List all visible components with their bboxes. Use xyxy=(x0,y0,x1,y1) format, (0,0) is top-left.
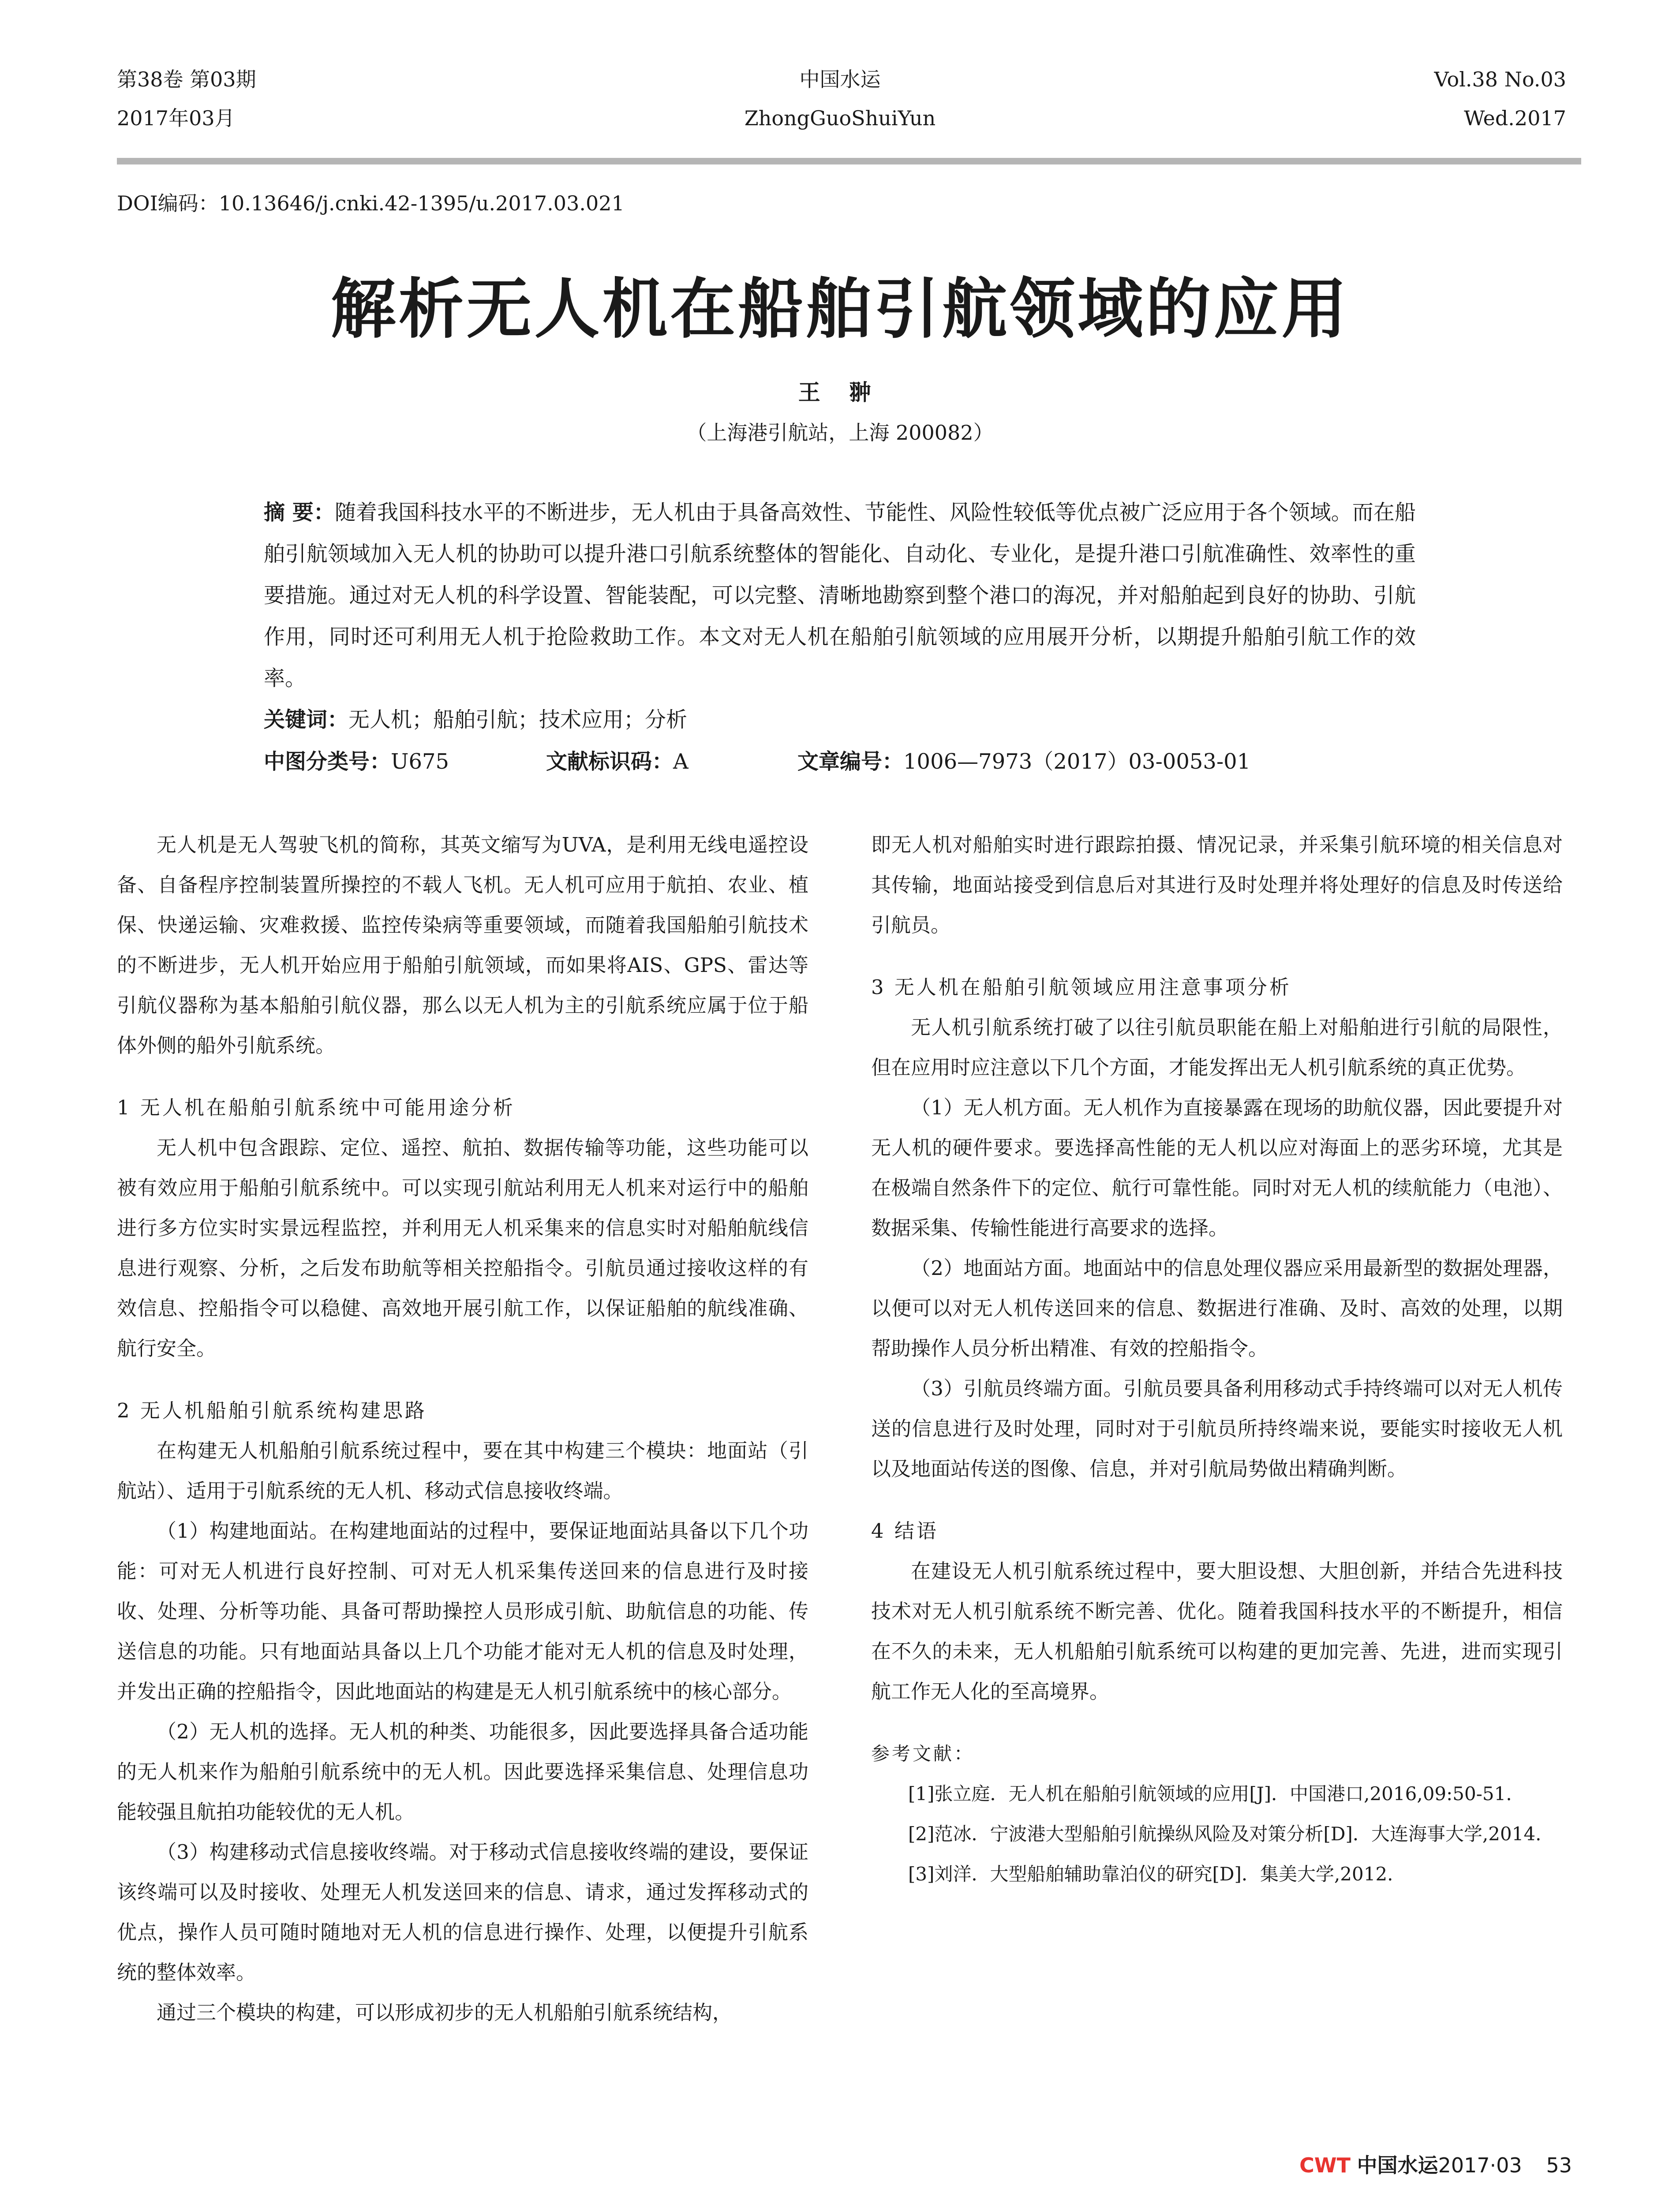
section-3-paragraph: 无人机引航系统打破了以往引航员职能在船上对船舶进行引航的局限性，但在应用时应注意以下几个方面，才能发挥出无人机引航系统的真正优势。 xyxy=(871,1016,1563,1079)
right-column xyxy=(871,825,1563,1894)
affiliation: （上海港引航站，上海 200082） xyxy=(686,421,994,445)
references-list xyxy=(871,1774,1563,1894)
page-footer xyxy=(1299,2152,1572,2179)
left-column xyxy=(117,825,808,2033)
references-heading: 参考文献： xyxy=(871,1743,975,1764)
section-3-paragraph: （2）地面站方面。地面站中的信息处理仪器应采用最新型的数据处理器，以便可以对无人机传送回来的信息、数据进行准确、及时、高效的处理，以期帮助操作人员分析出精准、有效的控船指令。 xyxy=(871,1256,1563,1360)
doc-code-value: A xyxy=(673,749,688,774)
header-journal-cn: 中国水运 xyxy=(799,67,881,91)
clc-value: U675 xyxy=(391,749,449,774)
header-vol-en: Vol.38 No.03 xyxy=(1434,67,1566,91)
reference-item: [1]张立庭．无人机在船舶引航领域的应用[J]．中国港口,2016,09:50-51. xyxy=(908,1783,1512,1805)
keywords xyxy=(264,699,687,740)
section-4-heading: 4 结语 xyxy=(871,1519,939,1543)
footer-issue: 2017·03 xyxy=(1438,2153,1522,2177)
header-date: 2017年03月 xyxy=(117,106,235,130)
clc-label: 中图分类号： xyxy=(264,749,391,774)
header-journal-pinyin: ZhongGuoShuiYun xyxy=(744,106,936,130)
page-number: 53 xyxy=(1546,2153,1572,2177)
section-2-paragraph: （2）无人机的选择。无人机的种类、功能很多，因此要选择具备合适功能的无人机来作为船舶引航系统中的无人机。因此要选择采集信息、处理信息功能较强且航拍功能较优的无人机。 xyxy=(117,1720,808,1824)
section-2-heading: 2 无人机船舶引航系统构建思路 xyxy=(117,1399,427,1422)
section-2-paragraph: （3）构建移动式信息接收终端。对于移动式信息接收终端的建设，要保证该终端可以及时接收、处理无人机发送回来的信息、请求，通过发挥移动式的优点，操作人员可随时随地对无人机的信息进行操作、处理，以便提升引航系统的整体效率。 xyxy=(117,1840,808,1984)
continued-paragraph: 即无人机对船舶实时进行跟踪拍摄、情况记录，并采集引航环境的相关信息对其传输，地面站接受到信息后对其进行及时处理并将处理好的信息及时传送给引航员。 xyxy=(871,833,1563,937)
section-2-paragraph: 通过三个模块的构建，可以形成初步的无人机船舶引航系统结构， xyxy=(157,2001,733,2024)
abstract xyxy=(264,492,1416,699)
paper-title: 解析无人机在船舶引航领域的应用 xyxy=(330,270,1350,347)
keywords-text: 无人机；船舶引航；技术应用；分析 xyxy=(348,707,688,732)
author: 王 翀 xyxy=(798,380,882,405)
header-volume: 第38卷 第03期 xyxy=(117,67,256,91)
header-date-en: Wed.2017 xyxy=(1464,106,1566,130)
footer-journal: 中国水运 xyxy=(1357,2153,1438,2177)
abstract-text: 随着我国科技水平的不断进步，无人机由于具备高效性、节能性、风险性较低等优点被广泛应用于各个领域。而在船舶引航领域加入无人机的协助可以提升港口引航系统整体的智能化、自动化、专业化，是提升港口引航准确性、效率性的重要措施。通过对无人机的科学设置、智能装配，可以完整、清晰地勘察到整个港口的海况，并对船舶起到良好的协助、引航作用，同时还可利用无人机于抢险救助工作。本文对无人机在船舶引航领域的应用展开分析，以期提升船舶引航工作的效率。 xyxy=(264,500,1416,691)
section-2-paragraph: （1）构建地面站。在构建地面站的过程中，要保证地面站具备以下几个功能：可对无人机进行良好控制、可对无人机采集传送回来的信息进行及时接收、处理、分析等功能、具备可帮助操控人员形成引航、助航信息的功能、传送信息的功能。只有地面站具备以上几个功能才能对无人机的信息及时处理，并发出正确的控船指令，因此地面站的构建是无人机引航系统中的核心部分。 xyxy=(117,1519,808,1703)
section-3-heading: 3 无人机在船舶引航领域应用注意事项分析 xyxy=(871,975,1291,999)
reference-item: [3]刘洋．大型船舶辅助靠泊仪的研究[D]．集美大学,2012. xyxy=(908,1863,1393,1885)
keywords-label: 关键词： xyxy=(264,707,349,732)
section-1-paragraph: 无人机中包含跟踪、定位、遥控、航拍、数据传输等功能，这些功能可以被有效应用于船舶引航系统中。可以实现引航站利用无人机来对运行中的船舶进行多方位实时实景远程监控，并利用无人机采集来的信息实时对船舶航线信息进行观察、分析，之后发布助航等相关控船指令。引航员通过接收这样的有效信息、控船指令可以稳健、高效地开展引航工作，以保证船舶的航线准确、航行安全。 xyxy=(117,1136,808,1360)
article-no-label: 文章编号： xyxy=(797,749,904,774)
section-1-heading: 1 无人机在船舶引航系统中可能用途分析 xyxy=(117,1096,515,1119)
section-3-paragraph: （3）引航员终端方面。引航员要具备利用移动式手持终端可以对无人机传送的信息进行及时处理，同时对于引航员所持终端来说，要能实时接收无人机以及地面站传送的图像、信息，并对引航局势做出精确判断。 xyxy=(871,1377,1563,1480)
conclusion-paragraph: 在建设无人机引航系统过程中，要大胆设想、大胆创新，并结合先进科技技术对无人机引航系统不断完善、优化。随着我国科技水平的不断提升，相信在不久的未来，无人机船舶引航系统可以构建的更加完善、先进，进而实现引航工作无人化的至高境界。 xyxy=(871,1559,1563,1703)
section-2-paragraph: 在构建无人机船舶引航系统过程中，要在其中构建三个模块：地面站（引航站）、适用于引航系统的无人机、移动式信息接收终端。 xyxy=(117,1439,808,1502)
abstract-label: 摘 要： xyxy=(264,500,335,525)
article-no-value: 1006—7973（2017）03-0053-01 xyxy=(903,749,1251,774)
reference-item: [2]范冰．宁波港大型船舶引航操纵风险及对策分析[D]．大连海事大学,2014. xyxy=(908,1823,1542,1845)
doi: DOI编码：10.13646/j.cnki.42-1395/u.2017.03.021 xyxy=(117,191,625,215)
intro-paragraph: 无人机是无人驾驶飞机的简称，其英文缩写为UVA，是利用无线电遥控设备、自备程序控制装置所操控的不载人飞机。无人机可应用于航拍、农业、植保、快递运输、灾难救援、监控传染病等重要领域，而随着我国船舶引航技术的不断进步，无人机开始应用于船舶引航领域，而如果将AIS、GPS、雷达等引航仪器称为基本船舶引航仪器，那么以无人机为主的引航系统应属于位于船体外侧的船外引航系统。 xyxy=(117,833,808,1057)
cwt-logo: CWT xyxy=(1299,2153,1351,2177)
header-rule xyxy=(117,158,1581,164)
section-3-paragraph: （1）无人机方面。无人机作为直接暴露在现场的助航仪器，因此要提升对无人机的硬件要求。要选择高性能的无人机以应对海面上的恶劣环境，尤其是在极端自然条件下的定位、航行可靠性能。同时对无人机的续航能力（电池）、数据采集、传输性能进行高要求的选择。 xyxy=(871,1096,1563,1240)
doc-code-label: 文献标识码： xyxy=(546,749,673,774)
classification xyxy=(264,741,1416,782)
